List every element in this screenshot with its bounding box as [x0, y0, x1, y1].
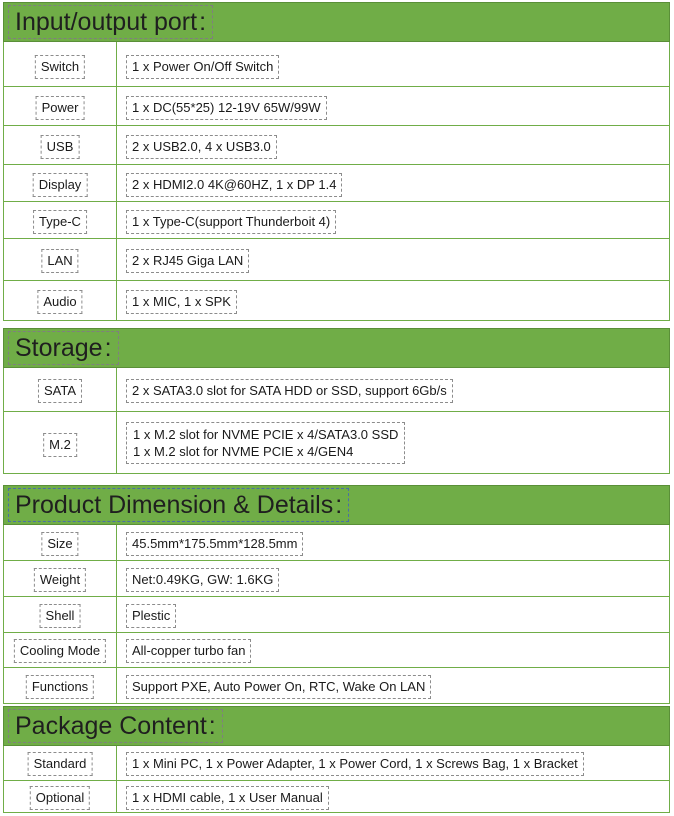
spec-value: 45.5mm*175.5mm*128.5mm	[126, 532, 303, 556]
spec-value	[126, 422, 405, 464]
spec-row-size	[3, 525, 670, 561]
spec-label: Size	[41, 532, 78, 556]
section-input-output-port	[3, 2, 670, 309]
spec-row-functions	[3, 668, 670, 704]
spec-value: 1 x Type-C(support Thunderboit 4)	[126, 210, 336, 234]
spec-label: Switch	[35, 55, 85, 79]
spec-label: Audio	[37, 290, 82, 314]
spec-row-power	[3, 87, 670, 126]
section-storage	[3, 328, 670, 459]
section-title: Package Content:	[8, 709, 223, 743]
spec-row-standard	[3, 746, 670, 781]
spec-row-weight	[3, 561, 670, 597]
spec-label: Weight	[34, 568, 86, 592]
spec-label: LAN	[41, 249, 78, 273]
section-header	[3, 2, 670, 42]
spec-value: 1 x DC(55*25) 12-19V 65W/99W	[126, 96, 327, 120]
spec-value: All-copper turbo fan	[126, 639, 251, 663]
spec-value: 2 x SATA3.0 slot for SATA HDD or SSD, support 6Gb/s	[126, 379, 453, 403]
spec-value: 2 x USB2.0, 4 x USB3.0	[126, 135, 277, 159]
section-package-content	[3, 706, 670, 805]
spec-value: 1 x HDMI cable, 1 x User Manual	[126, 786, 329, 810]
spec-label: Shell	[40, 604, 81, 628]
spec-value-line: 1 x M.2 slot for NVME PCIE x 4/SATA3.0 SSD	[133, 427, 399, 442]
spec-label: Standard	[28, 752, 93, 776]
spec-label: USB	[41, 135, 80, 159]
spec-label: Power	[36, 96, 85, 120]
spec-label: Optional	[30, 786, 90, 810]
spec-row-optional	[3, 781, 670, 813]
spec-row-m2	[3, 412, 670, 474]
spec-row-switch	[3, 42, 670, 87]
spec-value: 2 x RJ45 Giga LAN	[126, 249, 249, 273]
spec-label: Display	[33, 173, 88, 197]
spec-label: Cooling Mode	[14, 639, 106, 663]
spec-value: 1 x MIC, 1 x SPK	[126, 290, 237, 314]
spec-value: Plestic	[126, 604, 176, 628]
spec-value: Net:0.49KG, GW: 1.6KG	[126, 568, 279, 592]
spec-value-line: 1 x M.2 slot for NVME PCIE x 4/GEN4	[133, 444, 354, 459]
spec-label: Functions	[26, 675, 94, 699]
spec-row-audio	[3, 281, 670, 321]
spec-row-display	[3, 165, 670, 202]
spec-row-shell	[3, 597, 670, 633]
spec-label: SATA	[38, 379, 82, 403]
spec-row-type-c	[3, 202, 670, 239]
spec-value: 1 x Power On/Off Switch	[126, 55, 279, 79]
spec-row-cooling-mode	[3, 633, 670, 668]
section-header	[3, 706, 670, 746]
spec-row-lan	[3, 239, 670, 281]
section-title: Input/output port:	[8, 5, 213, 39]
section-header	[3, 328, 670, 368]
spec-row-usb	[3, 126, 670, 165]
section-product-dimension-details	[3, 485, 670, 694]
spec-value: 1 x Mini PC, 1 x Power Adapter, 1 x Power Cord, 1 x Screws Bag, 1 x Bracket	[126, 752, 584, 776]
section-title: Product Dimension & Details:	[8, 488, 349, 522]
spec-value: 2 x HDMI2.0 4K@60HZ, 1 x DP 1.4	[126, 173, 342, 197]
spec-label: Type-C	[33, 210, 87, 234]
spec-value: Support PXE, Auto Power On, RTC, Wake On LAN	[126, 675, 431, 699]
spec-row-sata	[3, 368, 670, 412]
section-header	[3, 485, 670, 525]
section-title: Storage:	[8, 331, 119, 365]
spec-label: M.2	[43, 433, 77, 457]
